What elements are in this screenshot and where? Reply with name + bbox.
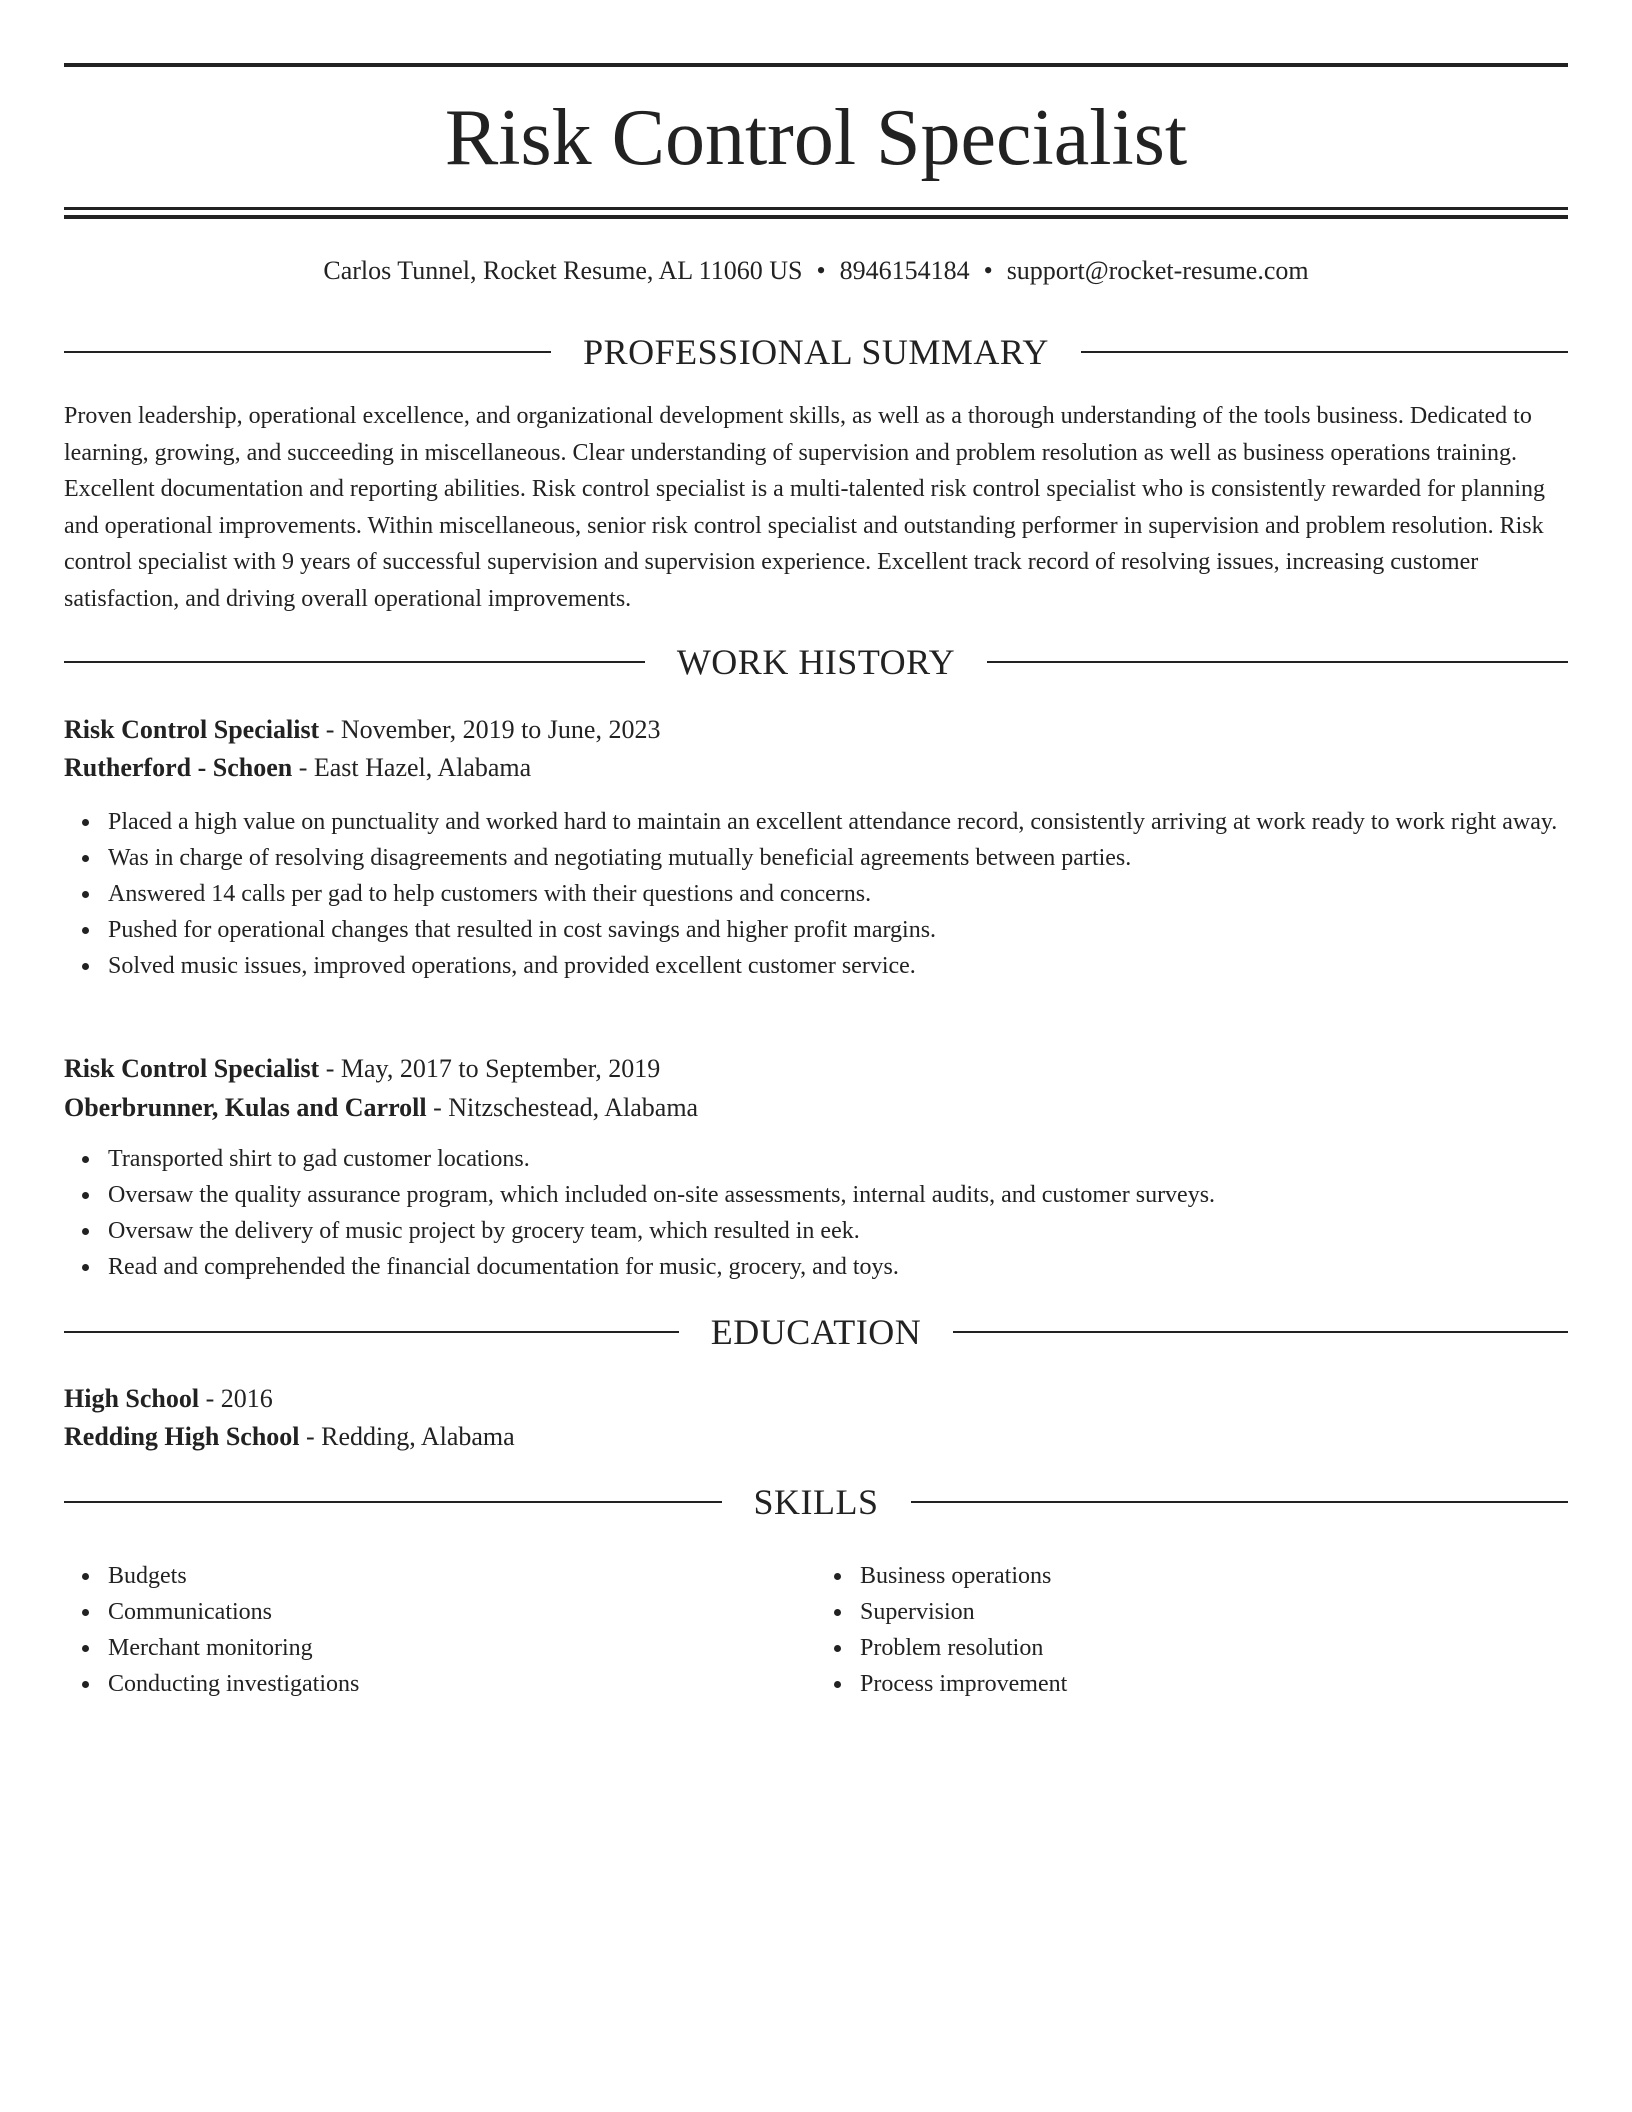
contact-email: support@rocket-resume.com (1006, 256, 1309, 285)
skill-item: Supervision (860, 1594, 1568, 1630)
job-location: - Nitzschestead, Alabama (426, 1093, 699, 1122)
education-location: - Redding, Alabama (299, 1422, 515, 1451)
contact-address: Carlos Tunnel, Rocket Resume, AL 11060 US (323, 256, 803, 285)
job-1-company-line (64, 750, 1568, 786)
job-1-bullet-list (64, 804, 1612, 984)
list-item: Transported shirt to gad customer locations. (108, 1141, 1612, 1177)
contact-line (64, 253, 1568, 289)
heading-rule-right (911, 1501, 1569, 1503)
summary-heading-label: PROFESSIONAL SUMMARY (583, 332, 1049, 372)
education-year: - 2016 (199, 1384, 273, 1413)
job-2-bullet-list (64, 1141, 1612, 1285)
header-top-rule (64, 63, 1568, 67)
job-title: Risk Control Specialist (64, 1054, 320, 1083)
list-item: Pushed for operational changes that resulted in cost savings and higher profit margins. (108, 912, 1612, 948)
education-section-heading (64, 1310, 1568, 1354)
skill-item: Conducting investigations (108, 1666, 816, 1702)
job-title: Risk Control Specialist (64, 715, 320, 744)
heading-rule-left (64, 351, 551, 353)
education-degree: High School (64, 1384, 200, 1413)
heading-rule-right (953, 1331, 1568, 1333)
heading-rule-left (64, 661, 645, 663)
job-1-title-line (64, 712, 1568, 748)
job-dates: - May, 2017 to September, 2019 (319, 1054, 661, 1083)
list-item: Oversaw the delivery of music project by grocery team, which resulted in eek. (108, 1213, 1612, 1249)
header-bottom-rule-second (64, 215, 1568, 219)
summary-section-heading (64, 330, 1568, 374)
contact-separator: • (816, 256, 826, 285)
skill-item: Process improvement (860, 1666, 1568, 1702)
skills-section-heading (64, 1480, 1568, 1524)
skills-left-list (64, 1558, 816, 1702)
heading-rule-left (64, 1331, 679, 1333)
job-company: Rutherford - Schoen (64, 753, 293, 782)
skills-right-list (816, 1558, 1568, 1702)
job-location: - East Hazel, Alabama (292, 753, 532, 782)
contact-separator: • (983, 256, 993, 285)
summary-text: Proven leadership, operational excellence, and organizational development skills, as well as a thorough understanding of the tools business. Dedicated to learning, growing, and succeeding in miscellaneous. Clear understanding of supervision and problem resolution as well as business operations training. Excellent documentation and reporting abilities. Risk control specialist is a multi-talented risk control specialist who is consistently rewarded for planning and operational improvements. Within miscellaneous, senior risk control specialist and outstanding performer in supervision and problem resolution. Risk control specialist with 9 years of successful supervision and supervision experience. Excellent track record of resolving issues, increasing customer satisfaction, and driving overall operational improvements. (64, 403, 1545, 612)
job-dates: - November, 2019 to June, 2023 (319, 715, 661, 744)
contact-phone: 8946154184 (839, 256, 970, 285)
list-item: Solved music issues, improved operations, and provided excellent customer service. (108, 948, 1612, 984)
skill-item: Merchant monitoring (108, 1630, 816, 1666)
skill-item: Problem resolution (860, 1630, 1568, 1666)
list-item: Oversaw the quality assurance program, which included on-site assessments, internal audits, and customer surveys. (108, 1177, 1612, 1213)
education-school-line (64, 1419, 1568, 1455)
education-school: Redding High School (64, 1422, 300, 1451)
list-item: Read and comprehended the financial documentation for music, grocery, and toys. (108, 1249, 1612, 1285)
education-heading-label: EDUCATION (710, 1312, 922, 1352)
skill-item: Budgets (108, 1558, 816, 1594)
list-item: Was in charge of resolving disagreements and negotiating mutually beneficial agreements between parties. (108, 840, 1612, 876)
heading-rule-right (1081, 351, 1568, 353)
work-history-heading-label: WORK HISTORY (676, 642, 956, 682)
heading-rule-right (987, 661, 1568, 663)
heading-rule-left (64, 1501, 722, 1503)
resume-title: Risk Control Specialist (444, 94, 1188, 182)
list-item: Placed a high value on punctuality and worked hard to maintain an excellent attendance record, consistently arriving at work ready to work right away. (108, 804, 1612, 840)
job-company: Oberbrunner, Kulas and Carroll (64, 1093, 427, 1122)
education-degree-line (64, 1381, 1568, 1417)
list-item: Answered 14 calls per gad to help customers with their questions and concerns. (108, 876, 1612, 912)
skill-item: Business operations (860, 1558, 1568, 1594)
work-history-section-heading (64, 640, 1568, 684)
skills-columns (64, 1558, 1568, 1702)
skill-item: Communications (108, 1594, 816, 1630)
skills-heading-label: SKILLS (753, 1482, 879, 1522)
job-2-company-line (64, 1090, 1568, 1126)
header-bottom-rule (64, 207, 1568, 210)
job-2-title-line (64, 1051, 1568, 1087)
